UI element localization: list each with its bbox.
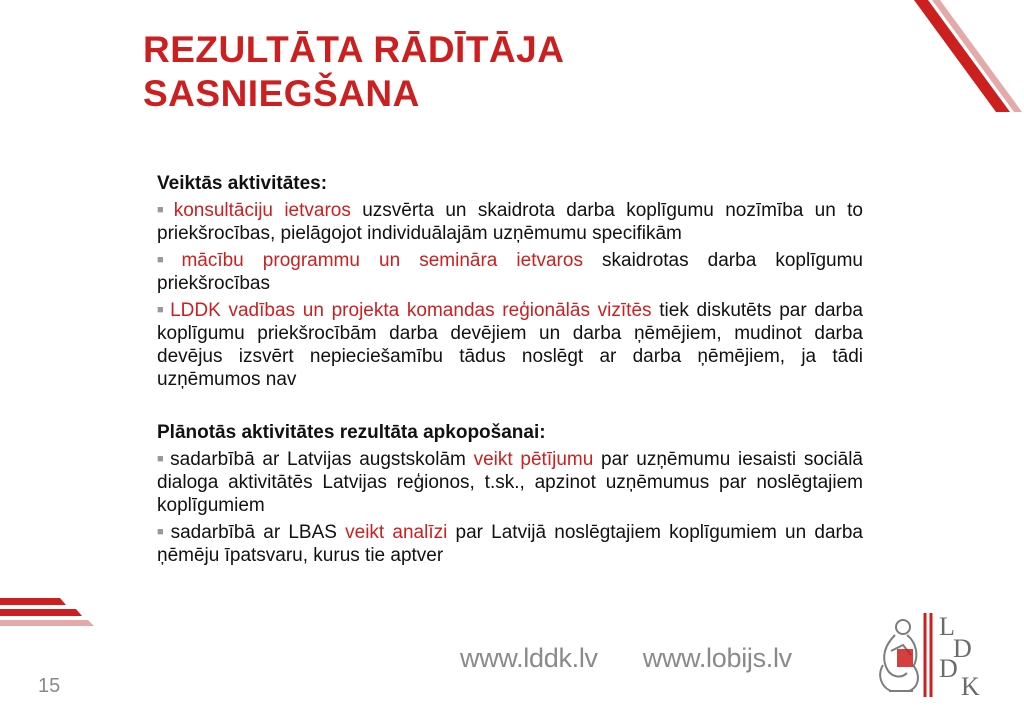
item-highlight: konsultāciju ietvaros bbox=[173, 200, 351, 221]
item-text: par Latvijā noslēgtajiem koplīgumiem un darba ņēmēju īpatsvaru, kurus tie aptver bbox=[157, 522, 863, 566]
slide-content bbox=[157, 172, 863, 571]
title-line-1: REZULTĀTA RĀDĪTĀJA bbox=[143, 29, 565, 70]
bullet-icon: ■ bbox=[157, 453, 167, 465]
svg-text:L: L bbox=[939, 612, 955, 641]
list-item bbox=[157, 521, 863, 567]
item-text: uzsvērta un skaidrota darba koplīgumu nozīmība un to priekšrocības, pielāgojot individuālajām uzņēmumu specifikām bbox=[157, 200, 864, 244]
item-text: par uzņēmumu iesaisti sociālā dialoga aktivitātēs Latvijas reģionos, t.sk., apzinot uzņēmumus par noslēgtajiem koplīgumiem bbox=[157, 449, 863, 516]
page-title bbox=[143, 28, 703, 116]
item-highlight: veikt analīzi bbox=[345, 522, 448, 543]
bullet-icon: ■ bbox=[157, 254, 178, 266]
list-item bbox=[157, 249, 863, 295]
item-highlight: veikt pētījumu bbox=[473, 449, 594, 470]
planned-heading: Plānotās aktivitātes rezultāta apkopošanai: bbox=[157, 422, 546, 443]
list-item bbox=[157, 299, 863, 391]
lddk-link[interactable]: www.lddk.lv bbox=[460, 643, 598, 673]
list-item bbox=[157, 199, 863, 245]
left-stripes-decoration bbox=[0, 596, 96, 628]
item-text: tiek diskutēts par darba koplīgumu priekšrocībām darba devējiem un darba ņēmējiem, mudinot darba devējus izsvērt nepieciešamību tādus noslēgt ar darba ņēmējiem, ja tādi uzņēmumos nav bbox=[157, 300, 863, 390]
item-text-before: sadarbībā ar LBAS bbox=[170, 522, 346, 543]
svg-text:D: D bbox=[939, 654, 958, 683]
footer-links bbox=[460, 643, 792, 674]
corner-stripes-decoration bbox=[914, 0, 1024, 112]
item-highlight: mācību programmu un semināra ietvaros bbox=[181, 250, 583, 271]
item-highlight: LDDK vadības un projekta komandas reģionālās vizītēs bbox=[170, 300, 652, 321]
item-text-before: sadarbībā ar Latvijas augstskolām bbox=[170, 449, 474, 470]
svg-text:K: K bbox=[961, 672, 980, 700]
lobijs-link[interactable]: www.lobijs.lv bbox=[642, 643, 792, 673]
lddk-logo bbox=[873, 605, 993, 700]
title-line-2: SASNIEGŠANA bbox=[143, 73, 420, 114]
item-text: skaidrotas darba koplīgumu priekšrocības bbox=[157, 250, 863, 294]
list-item bbox=[157, 448, 863, 517]
bullet-icon: ■ bbox=[157, 526, 167, 538]
bullet-icon: ■ bbox=[157, 204, 170, 216]
svg-text:D: D bbox=[953, 634, 972, 663]
page-number: 15 bbox=[38, 675, 61, 697]
bullet-icon: ■ bbox=[157, 304, 167, 316]
done-heading: Veiktās aktivitātes: bbox=[157, 173, 328, 194]
